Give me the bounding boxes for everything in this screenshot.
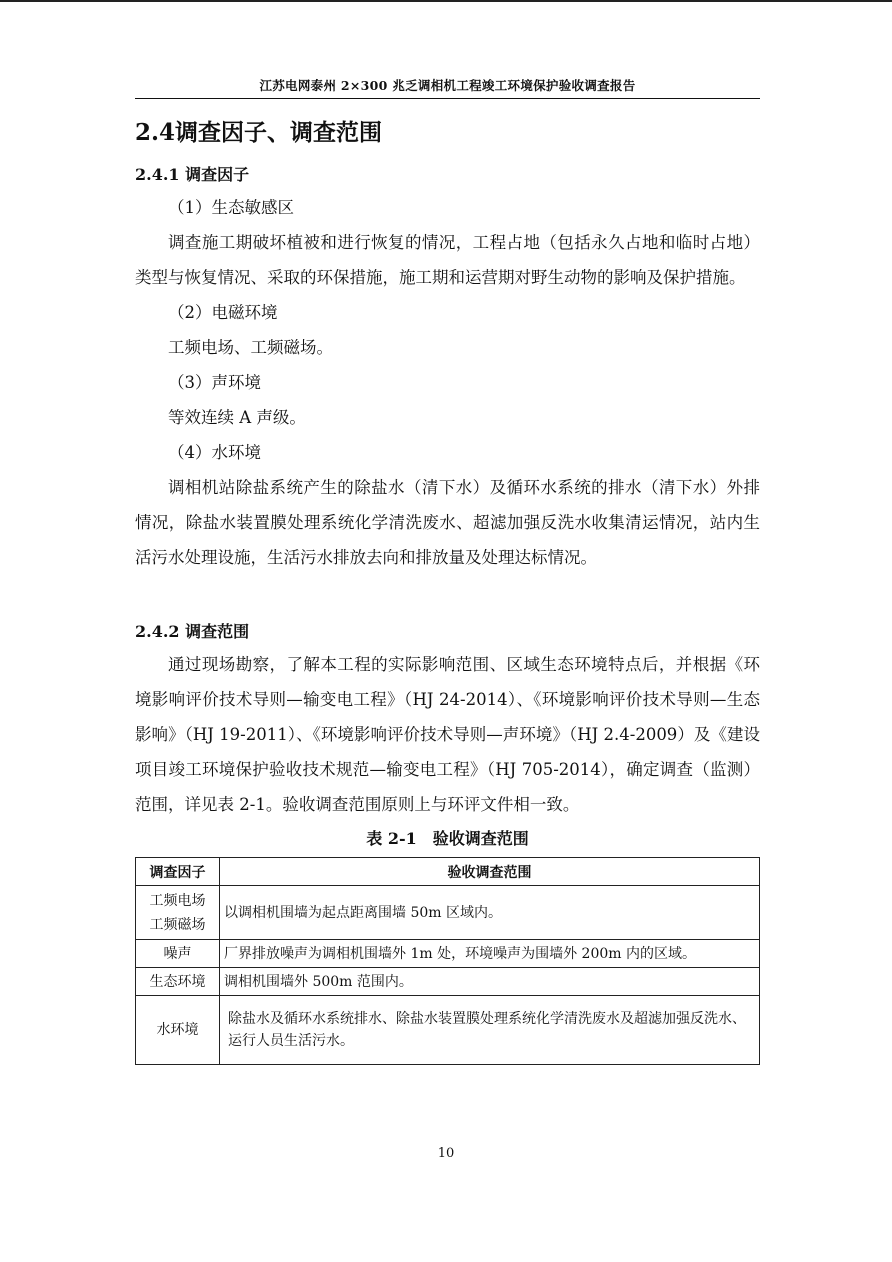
table-cell-factor xyxy=(136,886,220,940)
table-row xyxy=(136,968,760,996)
item-label: （2）电磁环境 xyxy=(168,303,278,322)
table-header-cell: 验收调查范围 xyxy=(220,858,760,886)
factor-line: 工频磁场 xyxy=(149,916,206,933)
section-title: 2.4调查因子、调查范围 xyxy=(135,119,383,146)
item-text: 调相机站除盐系统产生的除盐水（清下水）及循环水系统的排水（清下水）外排情况，除盐水装置膜处理系统化学清洗废水、超滤加强反洗水收集清运情况，站内生活污水处理设施，生活污水排放去向和排放量及处理达标情况。 xyxy=(135,478,760,567)
item-label: （3）声环境 xyxy=(168,373,261,392)
running-header: 江苏电网泰州 2×300 兆乏调相机工程竣工环境保护验收调查报告 xyxy=(259,78,636,93)
table-header-cell: 调查因子 xyxy=(136,858,220,886)
table-row xyxy=(136,940,760,968)
table-cell-range: 以调相机围墙为起点距离围墙 50m 区域内。 xyxy=(220,886,760,940)
survey-range-table xyxy=(135,857,760,1065)
table-header-row xyxy=(136,858,760,886)
table-cell-range: 厂界排放噪声为调相机围墙外 1m 处，环境噪声为围墙外 200m 内的区域。 xyxy=(220,940,760,968)
factor-line: 工频电场 xyxy=(149,892,206,909)
item-label: （4）水环境 xyxy=(168,443,261,462)
item-label: （1）生态敏感区 xyxy=(168,198,294,217)
page-top-border xyxy=(0,0,892,2)
item-text: 调查施工期破坏植被和进行恢复的情况，工程占地（包括永久占地和临时占地）类型与恢复情况、采取的环保措施，施工期和运营期对野生动物的影响及保护措施。 xyxy=(135,233,760,287)
table-caption: 表 2-1 验收调查范围 xyxy=(366,829,529,848)
table-cell-range: 调相机围墙外 500m 范围内。 xyxy=(220,968,760,996)
table-cell-factor: 水环境 xyxy=(136,996,220,1065)
table-row xyxy=(136,886,760,940)
page-number: 10 xyxy=(437,1146,455,1161)
item-text: 工频电场、工频磁场。 xyxy=(168,338,333,357)
item-text: 等效连续 A 声级。 xyxy=(168,408,306,427)
table-cell-factor: 噪声 xyxy=(136,940,220,968)
survey-range-text: 通过现场勘察，了解本工程的实际影响范围、区域生态环境特点后，并根据《环境影响评价技术导则—输变电工程》（HJ 24-2014）、《环境影响评价技术导则—生态影响》（HJ 19-2011）、《环境影响评价技术导则—声环境》（HJ 2.4-2009）及《建设项目竣工环境保护验收技术规范—输变电工程》（HJ 705-2014），确定调查（监测）范围，详见表 2-1。验收调查范围原则上与环评文件相一致。 xyxy=(135,655,760,814)
subsection-title-survey-range: 2.4.2 调查范围 xyxy=(135,622,250,641)
table-cell-factor: 生态环境 xyxy=(136,968,220,996)
survey-factors-body xyxy=(135,190,760,575)
subsection-title-survey-factors: 2.4.1 调查因子 xyxy=(135,165,250,184)
header-rule xyxy=(135,98,760,99)
table-cell-range: 除盐水及循环水系统排水、除盐水装置膜处理系统化学清洗废水及超滤加强反洗水、运行人员生活污水。 xyxy=(220,996,760,1065)
table-row xyxy=(136,996,760,1065)
survey-range-body xyxy=(135,647,760,822)
